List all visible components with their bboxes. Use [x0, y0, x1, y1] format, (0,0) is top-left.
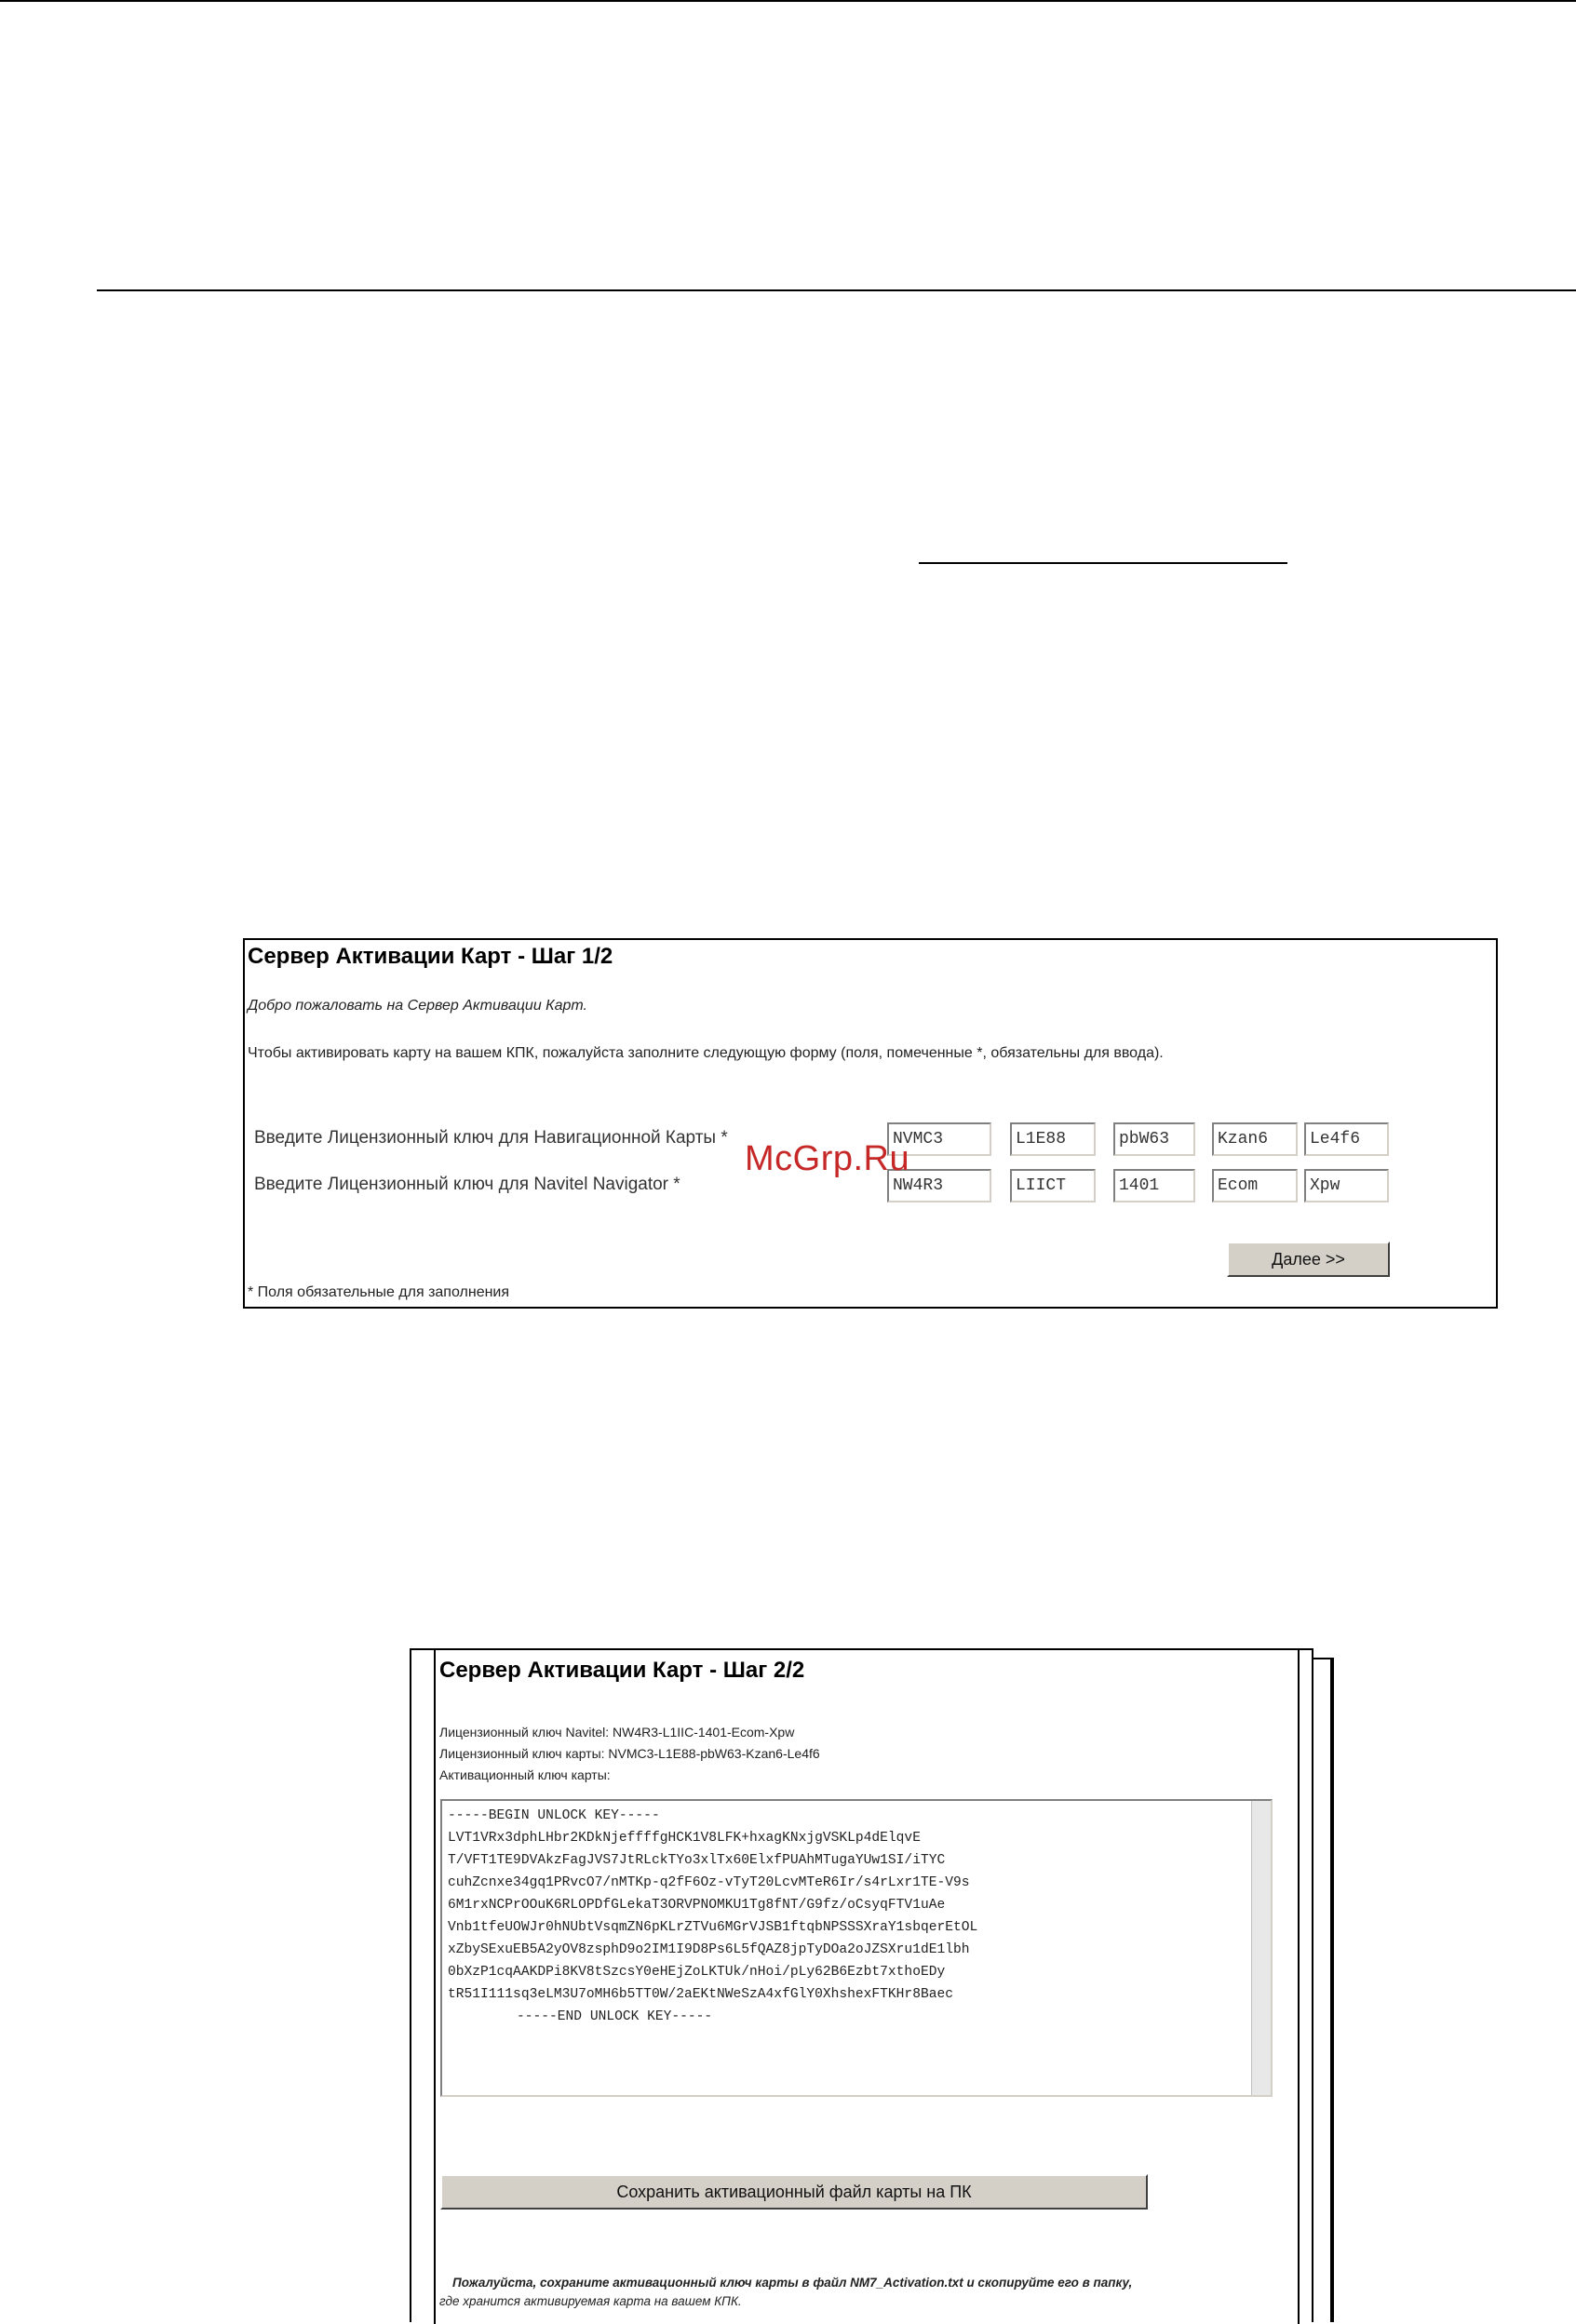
code-line: -----END UNLOCK KEY----- [517, 2009, 713, 2024]
code-line: 6M1rxNCPrOOuK6RLOPDfGLekaT3ORVPNOMKU1Tg8fNT/G9fz/oCsyqFTV1uAe [448, 1898, 946, 1913]
save-note-line2: где хранится активируемая карта на вашем КПК. [439, 2294, 742, 2308]
step1-welcome: Добро пожаловать на Сервер Активации Карт. [248, 998, 587, 1014]
code-line: cuhZcnxe34gq1PRvcO7/nMTKp-q2fF6Oz-vTyT20LcvMTeR6Ir/s4rLxr1TE-V9s [448, 1875, 970, 1890]
map-key-info: Лицензионный ключ карты: NVMC3-L1E88-pbW63-Kzan6-Le4f6 [439, 1746, 820, 1761]
navitel-key-field-3[interactable]: 1401 [1113, 1169, 1195, 1202]
outer-frame-line [1332, 1658, 1334, 2322]
header-rule [97, 289, 1576, 291]
map-key-label: Введите Лицензионный ключ для Навигационной Карты * [254, 1128, 728, 1148]
code-line: -----BEGIN UNLOCK KEY----- [448, 1808, 660, 1823]
textarea-scrollbar[interactable] [1251, 1801, 1271, 2095]
navitel-key-field-1[interactable]: NW4R3 [887, 1169, 991, 1202]
navitel-key-label: Введите Лицензионный ключ для Navitel Navigator * [254, 1175, 680, 1194]
code-line: LVT1VRx3dphLHbr2KDkNjeffffgHCK1V8LFK+hxagKNxjgVSKLp4dElqvE [448, 1831, 921, 1846]
navitel-key-field-4[interactable]: Ecom [1212, 1169, 1298, 1202]
watermark: McGrp.Ru [745, 1139, 910, 1178]
next-button[interactable]: Далее >> [1227, 1242, 1390, 1277]
step1-instruction: Чтобы активировать карту на вашем КПК, пожалуйста заполните следующую форму (поля, помеченные *, обязательны для ввода). [248, 1045, 1164, 1061]
code-line: Vnb1tfeUOWJr0hNUbtVsqmZN6pKLrZTVu6MGrVJSB1ftqbNPSSSXraY1sbqerEtOL [448, 1920, 978, 1935]
code-line: tR51I111sq3eLM3U7oMH6b5TT0W/2aEKtNWeSzA4xfGlY0XhshexFTKHr8Baec [448, 1987, 953, 2002]
code-line: xZbySExuEB5A2yOV8zsphD9o2IM1I9D8Ps6L5fQAZ8jpTyDOa2oJZSXru1dE1lbh [448, 1942, 970, 1957]
navitel-key-field-2[interactable]: LIICT [1010, 1169, 1096, 1202]
activation-step1-screenshot [243, 938, 1498, 1309]
step2-title: Сервер Активации Карт - Шаг 2/2 [439, 1658, 805, 1683]
step2-inner-frame [434, 1650, 1300, 2324]
top-border [0, 0, 1576, 2]
activation-key-label: Активационный ключ карты: [439, 1767, 611, 1782]
map-key-field-1[interactable]: NVMC3 [887, 1122, 991, 1156]
map-key-field-2[interactable]: L1E88 [1010, 1122, 1096, 1156]
activation-key-textarea[interactable] [440, 1799, 1273, 2097]
navitel-key-info: Лицензионный ключ Navitel: NW4R3-L1IIC-1401-Ecom-Xpw [439, 1725, 795, 1740]
map-key-field-5[interactable]: Le4f6 [1304, 1122, 1389, 1156]
activation-step2-screenshot [410, 1648, 1313, 2322]
link-underline [919, 562, 1287, 564]
save-activation-file-button[interactable]: Сохранить активационный файл карты на ПК [440, 2174, 1148, 2210]
map-key-field-4[interactable]: Kzan6 [1212, 1122, 1298, 1156]
required-fields-note: * Поля обязательные для заполнения [248, 1284, 510, 1300]
map-key-field-3[interactable]: pbW63 [1113, 1122, 1195, 1156]
step1-title: Сервер Активации Карт - Шаг 1/2 [248, 944, 613, 969]
code-line: T/VFT1TE9DVAkzFagJVS7JtRLckTYo3xlTx60ElxfPUAhMTugaYUw1SI/iTYC [448, 1853, 946, 1868]
navitel-key-field-5[interactable]: Xpw [1304, 1169, 1389, 1202]
save-note-line1: Пожалуйста, сохраните активационный ключ карты в файл NM7_Activation.txt и скопируйте его в папку, [452, 2276, 1133, 2290]
code-line: 0bXzP1cqAAKDPi8KV8tSzcsY0eHEjZoLKTUk/nHoi/pLy62B6Ezbt7xthoEDy [448, 1965, 946, 1980]
